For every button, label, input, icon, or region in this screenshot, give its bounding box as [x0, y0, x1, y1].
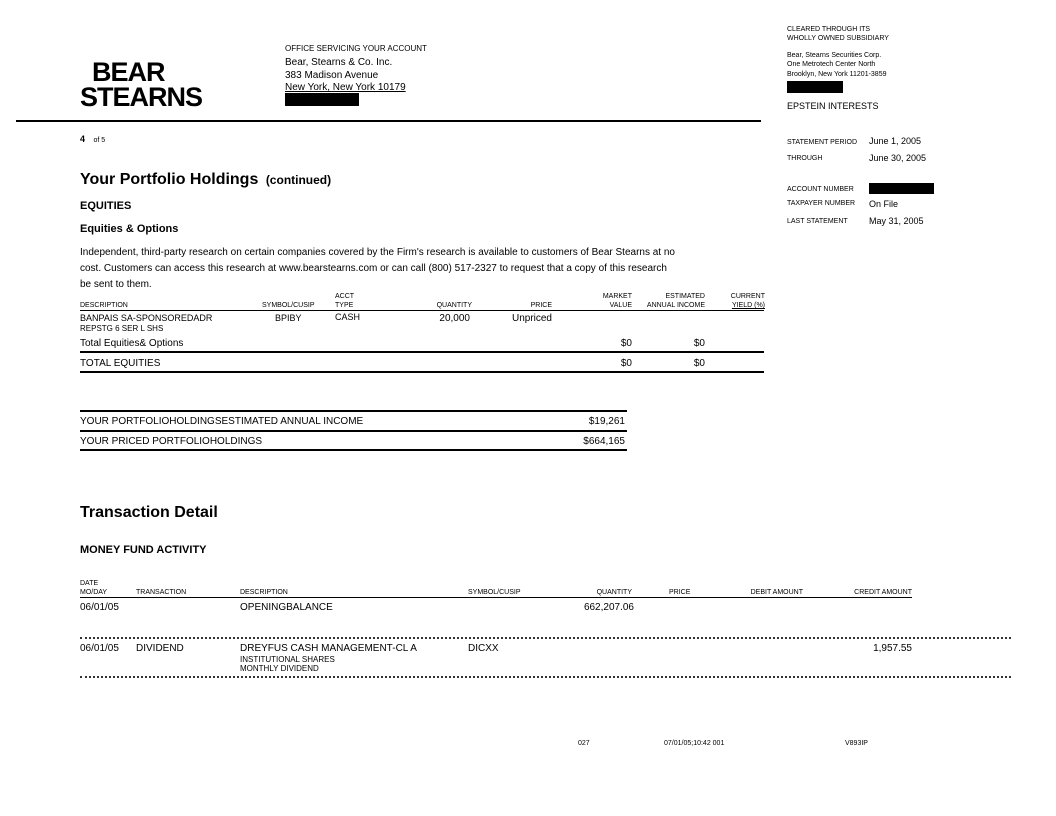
last-statement-value: May 31, 2005: [869, 216, 924, 226]
col-acct-type: [335, 292, 354, 310]
tx-col-symbol: SYMBOL/CUSIP: [468, 589, 521, 596]
clearing-line-2: WHOLLY OWNED SUBSIDIARY: [787, 35, 889, 42]
office-name: Bear, Stearns & Co. Inc.: [285, 57, 393, 68]
last-statement-label: LAST STATEMENT: [787, 218, 848, 225]
logo-line-1: BEAR: [92, 57, 165, 87]
est-income-value: $19,261: [588, 416, 625, 427]
tx-row-description: OPENINGBALANCE: [240, 602, 333, 613]
page-of: of 5: [93, 137, 106, 144]
col-est-income-2: ANNUAL INCOME: [646, 302, 705, 309]
col-yield: [715, 292, 765, 310]
holding-price: Unpriced: [511, 313, 552, 324]
tx-row-quantity: 662,207.06: [583, 602, 634, 613]
holding-description-2: REPSTG 6 SER L SHS: [80, 324, 164, 333]
total-equities-label: TOTAL EQUITIES: [80, 358, 161, 369]
priced-holdings-label: YOUR PRICED PORTFOLIOHOLDINGS: [80, 436, 263, 447]
holding-quantity: 20,000: [439, 313, 470, 324]
tx-col-date-2: MO/DAY: [80, 589, 108, 596]
col-acct-type-1: ACCT: [335, 293, 355, 300]
tx-header-rule: [80, 597, 912, 598]
col-description: DESCRIPTION: [80, 302, 128, 309]
tx-col-debit: DEBIT AMOUNT: [750, 589, 803, 596]
page-current: 4: [80, 134, 86, 144]
redaction-bar: [869, 183, 934, 194]
equities-heading: EQUITIES: [80, 200, 132, 212]
tx-row-description-2: INSTITUTIONAL SHARES: [240, 655, 335, 664]
col-market-value-2: VALUE: [609, 302, 632, 309]
tx-col-quantity: QUANTITY: [596, 589, 632, 596]
logo-line-2: STEARNS: [80, 82, 203, 112]
tx-col-date-1: DATE: [80, 580, 99, 587]
holdings-header-rule: [80, 310, 764, 311]
tx-row-separator: [80, 676, 1011, 678]
col-symbol: SYMBOL/CUSIP: [262, 302, 315, 309]
money-fund-heading: MONEY FUND ACTIVITY: [80, 544, 207, 556]
footer-timestamp: 07/01/05;10:42 001: [664, 740, 725, 747]
through-label: THROUGH: [787, 155, 823, 162]
total-equities-options-label: Total Equities& Options: [80, 338, 184, 349]
col-est-income-1: ESTIMATED: [665, 293, 705, 300]
tx-row-description-3: MONTHLY DIVIDEND: [240, 664, 319, 673]
tx-col-date: [80, 579, 107, 597]
col-quantity: QUANTITY: [436, 302, 472, 309]
clearing-line-1: CLEARED THROUGH ITS: [787, 26, 871, 33]
taxpayer-label: TAXPAYER NUMBER: [787, 200, 856, 207]
summary-rule: [80, 430, 627, 432]
tx-col-description: DESCRIPTION: [240, 589, 288, 596]
clearing-street: One Metrotech Center North: [787, 61, 876, 68]
total-equities-options-income: $0: [693, 338, 705, 349]
portfolio-continued: (continued): [265, 173, 332, 187]
col-yield-2: YIELD (%): [731, 302, 765, 309]
holding-symbol: BPIBY: [275, 313, 302, 323]
summary-rule: [80, 449, 627, 451]
tx-row-transaction: DIVIDEND: [136, 643, 184, 654]
account-holder: EPSTEIN INTERESTS: [787, 101, 879, 111]
statement-period-value: June 1, 2005: [869, 136, 922, 146]
total-equities-income: $0: [693, 358, 705, 369]
est-income-label: YOUR PORTFOLIOHOLDINGSESTIMATED ANNUAL INCOME: [80, 416, 364, 427]
col-est-income: [640, 292, 705, 310]
footer-code-2: V893IP: [845, 740, 868, 747]
equities-options-heading: Equities & Options: [80, 223, 179, 235]
statement-period-label: STATEMENT PERIOD: [787, 139, 858, 146]
portfolio-title: Your Portfolio Holdings: [80, 171, 259, 188]
bear-stearns-logo: [80, 57, 203, 112]
totals-rule: [80, 371, 764, 373]
office-street: 383 Madison Avenue: [285, 70, 379, 81]
col-price: PRICE: [530, 302, 552, 309]
tx-row-separator: [80, 637, 1011, 639]
holding-description-1: BANPAIS SA-SPONSOREDADR: [80, 313, 213, 323]
tx-col-price: PRICE: [669, 589, 691, 596]
clearing-city: Brooklyn, New York 11201-3859: [787, 71, 887, 78]
tx-col-transaction: TRANSACTION: [136, 589, 187, 596]
office-city: New York, New York 10179: [285, 82, 406, 93]
office-header: OFFICE SERVICING YOUR ACCOUNT: [285, 44, 427, 53]
totals-rule: [80, 351, 764, 353]
col-market-value-1: MARKET: [602, 293, 632, 300]
tx-row-description: DREYFUS CASH MANAGEMENT-CL A: [240, 643, 417, 654]
summary-rule: [80, 410, 627, 412]
tx-row-date: 06/01/05: [80, 643, 119, 654]
footer-code-1: 027: [578, 740, 590, 747]
page-indicator: [80, 129, 105, 147]
tx-col-credit: CREDIT AMOUNT: [854, 589, 912, 596]
redaction-bar: [285, 93, 359, 106]
redaction-bar: [787, 81, 843, 93]
through-value: June 30, 2005: [869, 153, 927, 163]
col-acct-type-2: TYPE: [335, 302, 354, 309]
transaction-detail-title: Transaction Detail: [80, 504, 218, 521]
tx-row-symbol: DICXX: [468, 643, 499, 654]
col-yield-1: CURRENT: [730, 293, 765, 300]
taxpayer-value: On File: [869, 199, 899, 209]
portfolio-heading: [80, 171, 331, 189]
priced-holdings-value: $664,165: [583, 436, 625, 447]
tx-row-credit: 1,957.55: [873, 643, 912, 654]
header-divider: [16, 120, 761, 122]
tx-row-date: 06/01/05: [80, 602, 119, 613]
account-number-label: ACCOUNT NUMBER: [787, 186, 854, 193]
total-equities-value: $0: [620, 358, 632, 369]
clearing-name: Bear, Stearns Securities Corp.: [787, 52, 882, 59]
total-equities-options-value: $0: [620, 338, 632, 349]
holding-acct-type: CASH: [335, 312, 361, 322]
col-market-value: [582, 292, 632, 310]
research-disclaimer: Independent, third-party research on certain companies covered by the Firm's research is available to customers of Bear Stearns at no cost. Customers can access this research at www.bearstearns.com or can call (800) 517-2327 to request that a copy of this research be sent to them.: [80, 247, 675, 290]
